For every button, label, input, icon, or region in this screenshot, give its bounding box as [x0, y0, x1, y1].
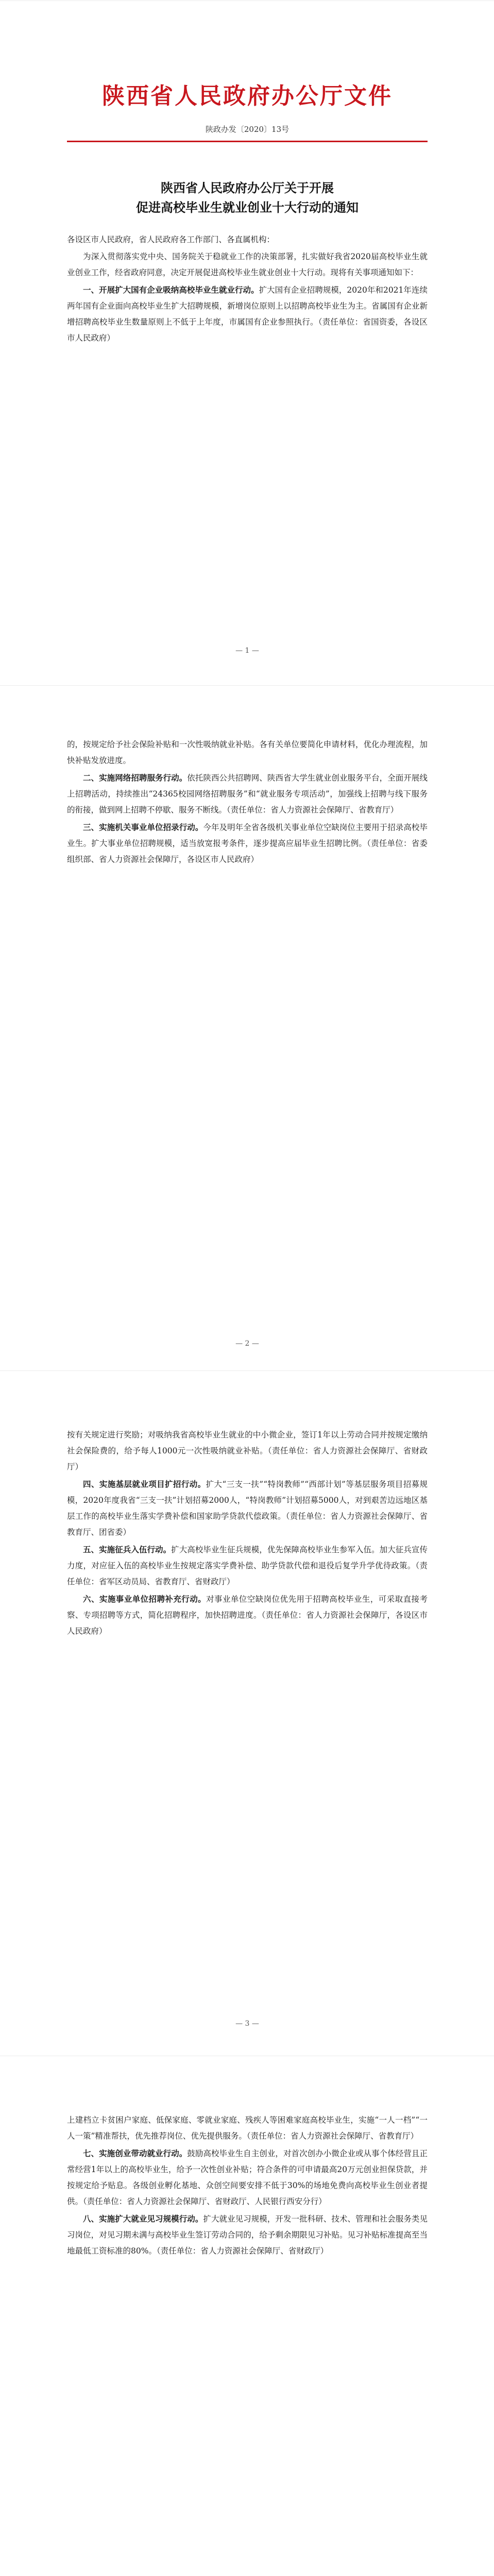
section-2-title: 二、实施网络招聘服务行动。: [83, 773, 188, 783]
page-2-number: — 2 —: [67, 1340, 428, 1348]
section-7-body: 鼓励高校毕业生自主创业，对首次创办小微企业或从事个体经营且正常经营1年以上的高校毕业生，给予一次性创业补贴；符合条件的可申请最高20万元创业担保贷款，并按规定给予贴息。各级创业孵化基地、众创空间要安排不低于30%的场地免费向高校毕业生创业者提供。（责任单位：省人力资源社会保障厅、省财政厅、人民银行西安分行）: [67, 2149, 428, 2206]
page-1: [67, 77, 428, 347]
section-5-body: 扩大高校毕业生征兵规模，优先保障高校毕业生参军入伍。加大征兵宣传力度，对应征入伍的高校毕业生按规定落实学费补偿、助学贷款代偿和退役后复学升学优待政策。（责任单位：省军区动员局、省教育厅、省财政厅）: [67, 1545, 428, 1586]
section-7-title: 七、实施创业带动就业行动。: [83, 2148, 188, 2158]
section-2-body: 依托陕西公共招聘网、陕西省大学生就业创业服务平台，全面开展线上招聘活动，持续推出“24365校园网络招聘服务”和“就业服务专项活动”，加强线上招聘与线下服务的衔接，做到网上招聘不停歇、服务不断线。（责任单位：省人力资源社会保障厅、省教育厅）: [67, 773, 428, 815]
addressee: 各设区市人民政府，省人民政府各工作部门、各直属机构：: [67, 235, 275, 244]
section-8-title: 八、实施扩大就业见习规模行动。: [83, 2214, 203, 2224]
section-8-body: 扩大就业见习规模，开发一批科研、技术、管理和社会服务类见习岗位，对见习期未满与高校毕业生签订劳动合同的，给予剩余期限见习补贴。见习补贴标准提高至当地最低工资标准的80%。（责任单位：省人力资源社会保障厅、省财政厅）: [67, 2214, 428, 2256]
intro-paragraph: 为深入贯彻落实党中央、国务院关于稳就业工作的决策部署，扎实做好我省2020届高校毕业生就业创业工作，经省政府同意，决定开展促进高校毕业生就业创业十大行动。现将有关事项通知如下：: [67, 252, 428, 277]
page-3: [67, 1427, 428, 1640]
section-1-body: 扩大国有企业招聘规模，2020年和2021年连续两年国有企业面向高校毕业生扩大招聘规模，新增岗位原则上以招聘高校毕业生为主。省属国有企业新增招聘高校毕业生数量原则上不低于上年度，市属国有企业参照执行。（责任单位：省国资委，各设区市人民政府）: [67, 285, 428, 343]
section-3-body: 今年及明年全省各级机关事业单位空缺岗位主要用于招录高校毕业生。扩大事业单位招聘规模，适当放宽报考条件，逐步提高应届毕业生招聘比例。（责任单位：省委组织部、省人力资源社会保障厅，各设区市人民政府）: [67, 823, 428, 864]
section-1-title: 一、开展扩大国有企业吸纳高校毕业生就业行动。: [83, 285, 259, 295]
page-2-continuation: 的，按规定给予社会保险补贴和一次性吸纳就业补贴。各有关单位要简化申请材料，优化办理流程，加快补贴发放进度。: [67, 740, 428, 765]
page-4-continuation: 上建档立卡贫困户家庭、低保家庭、零就业家庭、残疾人等困难家庭高校毕业生，实施“一人一档”“一人一策”精准帮扶，优先推荐岗位、优先提供服务。（责任单位：省人力资源社会保障厅、省教育厅）: [67, 2115, 428, 2141]
page-3-number: — 3 —: [67, 2020, 428, 2028]
section-4-body: 扩大“三支一扶”“特岗教师”“西部计划”等基层服务项目招募规模，2020年度我省“三支一扶”计划招募2000人，“特岗教师”计划招募5000人，对到艰苦边远地区基层工作的高校毕业生落实学费补偿和国家助学贷款代偿政策。（责任单位：省人力资源社会保障厅、省教育厅、团省委）: [67, 1480, 428, 1537]
document-number: 陕政办发〔2020〕13号: [205, 125, 289, 134]
notice-title-line1: 陕西省人民政府办公厅关于开展: [161, 180, 334, 195]
section-4-title: 四、实施基层就业项目扩招行动。: [83, 1479, 206, 1489]
page-2: [67, 737, 428, 869]
page-3-continuation: 按有关规定进行奖励；对吸纳我省高校毕业生就业的中小微企业，签订1年以上劳动合同并按规定缴纳社会保险费的，给予每人1000元一次性吸纳就业补贴。（责任单位：省人力资源社会保障厅、省财政厅）: [67, 1430, 428, 1471]
section-5-title: 五、实施征兵入伍行动。: [83, 1545, 172, 1554]
document-header-title: 陕西省人民政府办公厅文件: [102, 83, 393, 109]
section-6-body: 对事业单位空缺岗位优先用于招聘高校毕业生，可采取直接考察、专项招聘等方式，简化招聘程序，加快招聘进度。（责任单位：省人力资源社会保障厅，各设区市人民政府）: [67, 1595, 428, 1636]
page-4: [67, 2112, 428, 2260]
section-6-title: 六、实施事业单位招聘补充行动。: [83, 1594, 207, 1604]
section-3-title: 三、实施机关事业单位招录行动。: [83, 822, 203, 832]
notice-title-line2: 促进高校毕业生就业创业十大行动的通知: [136, 200, 359, 215]
page-1-number: — 1 —: [67, 647, 428, 655]
